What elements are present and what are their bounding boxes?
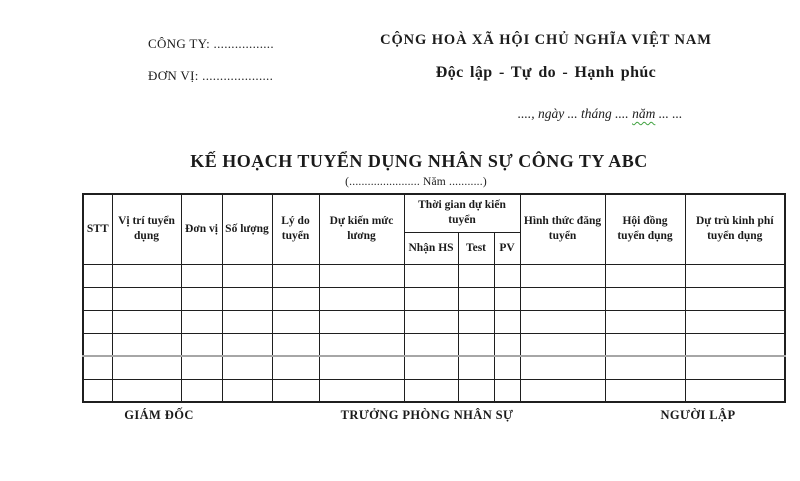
table-cell-empty	[494, 379, 520, 402]
col-header-unit: Đơn vị	[181, 194, 222, 264]
table-cell-empty	[272, 379, 319, 402]
table-cell-empty	[685, 333, 785, 356]
col-header-reason: Lý do tuyển	[272, 194, 319, 264]
table-cell-empty	[83, 287, 112, 310]
table-cell-empty	[272, 264, 319, 287]
table-cell-empty	[319, 356, 404, 379]
table-cell-empty	[520, 379, 605, 402]
table-cell-empty	[319, 264, 404, 287]
table-cell-empty	[272, 310, 319, 333]
table-cell-empty	[181, 310, 222, 333]
table-cell-empty	[272, 287, 319, 310]
national-motto-line2: Độc lập - Tự do - Hạnh phúc	[435, 64, 657, 81]
recruitment-plan-table	[82, 193, 786, 403]
table-cell-empty	[458, 356, 494, 379]
date-line-spellchecked-word: năm	[632, 106, 656, 121]
table-cell-empty	[458, 264, 494, 287]
table-cell-empty	[319, 287, 404, 310]
signature-director: GIÁM ĐỐC	[124, 408, 194, 422]
table-cell-empty	[83, 379, 112, 402]
table-cell-empty	[605, 264, 685, 287]
table-row	[83, 287, 785, 310]
table-cell-empty	[605, 287, 685, 310]
col-header-posting-method: Hình thức đăng tuyển	[520, 194, 605, 264]
document-subtitle: (....................... Năm ...........)	[345, 176, 487, 188]
unit-label: ĐƠN VỊ: ....................	[148, 68, 274, 83]
table-cell-empty	[181, 333, 222, 356]
signature-preparer: NGƯỜI LẬP	[660, 408, 736, 422]
table-cell-empty	[404, 310, 458, 333]
table-cell-empty	[83, 333, 112, 356]
table-cell-empty	[222, 287, 272, 310]
table-cell-empty	[605, 379, 685, 402]
table-cell-empty	[520, 310, 605, 333]
table-cell-empty	[685, 379, 785, 402]
table-cell-empty	[685, 310, 785, 333]
table-row	[83, 379, 785, 402]
table-cell-empty	[112, 310, 181, 333]
col-header-expected-salary: Dự kiến mức lương	[319, 194, 404, 264]
table-cell-empty	[319, 310, 404, 333]
table-cell-empty	[112, 287, 181, 310]
table-cell-empty	[494, 264, 520, 287]
date-line	[518, 106, 683, 122]
table-cell-empty	[181, 264, 222, 287]
date-line-prefix: ...., ngày ... tháng ....	[517, 106, 633, 121]
table-body	[83, 264, 785, 402]
table-cell-empty	[83, 310, 112, 333]
company-label: CÔNG TY: .................	[148, 36, 274, 51]
col-header-recruitment-council: Hội đồng tuyển dụng	[605, 194, 685, 264]
table-cell-empty	[458, 287, 494, 310]
table-cell-empty	[520, 333, 605, 356]
table-cell-empty	[222, 356, 272, 379]
col-header-stt: STT	[83, 194, 112, 264]
table-cell-empty	[319, 333, 404, 356]
table-cell-empty	[458, 379, 494, 402]
col-header-quantity: Số lượng	[222, 194, 272, 264]
col-header-receive-cv: Nhận HS	[404, 232, 458, 264]
table-cell-empty	[404, 379, 458, 402]
table-cell-empty	[112, 356, 181, 379]
table-cell-empty	[112, 379, 181, 402]
col-group-header-expected-time: Thời gian dự kiến tuyển	[404, 194, 520, 232]
table-cell-empty	[494, 287, 520, 310]
table-cell-empty	[272, 356, 319, 379]
table-row	[83, 356, 785, 379]
date-line-suffix: ... ...	[655, 106, 683, 121]
table-cell-empty	[520, 356, 605, 379]
table-cell-empty	[404, 287, 458, 310]
col-header-position: Vị trí tuyển dụng	[112, 194, 181, 264]
national-motto-line1: CỘNG HOÀ XÃ HỘI CHỦ NGHĨA VIỆT NAM	[380, 32, 712, 48]
table-row	[83, 264, 785, 287]
col-header-interview: PV	[494, 232, 520, 264]
table-cell-empty	[181, 356, 222, 379]
table-cell-empty	[685, 356, 785, 379]
table-cell-empty	[83, 356, 112, 379]
table-cell-empty	[404, 356, 458, 379]
table-cell-empty	[181, 287, 222, 310]
table-cell-empty	[685, 264, 785, 287]
table-cell-empty	[458, 333, 494, 356]
table-cell-empty	[319, 379, 404, 402]
table-cell-empty	[112, 333, 181, 356]
table-cell-empty	[605, 310, 685, 333]
table-cell-empty	[605, 356, 685, 379]
table-cell-empty	[685, 287, 785, 310]
table-cell-empty	[112, 264, 181, 287]
table-cell-empty	[272, 333, 319, 356]
table-cell-empty	[222, 333, 272, 356]
table-cell-empty	[494, 310, 520, 333]
table-cell-empty	[458, 310, 494, 333]
table-cell-empty	[83, 264, 112, 287]
col-header-test: Test	[458, 232, 494, 264]
table-cell-empty	[222, 379, 272, 402]
table-cell-empty	[520, 264, 605, 287]
table-cell-empty	[404, 333, 458, 356]
table-cell-empty	[222, 310, 272, 333]
col-header-estimated-budget: Dự trù kinh phí tuyển dụng	[685, 194, 785, 264]
table-row	[83, 310, 785, 333]
table-row	[83, 333, 785, 356]
table-cell-empty	[404, 264, 458, 287]
table-cell-empty	[181, 379, 222, 402]
document-title: KẾ HOẠCH TUYỂN DỤNG NHÂN SỰ CÔNG TY ABC	[190, 151, 648, 171]
signature-hr-manager: TRƯỞNG PHÒNG NHÂN SỰ	[340, 408, 514, 422]
table-cell-empty	[222, 264, 272, 287]
table-cell-empty	[520, 287, 605, 310]
table-cell-empty	[494, 333, 520, 356]
table-cell-empty	[494, 356, 520, 379]
table-cell-empty	[605, 333, 685, 356]
